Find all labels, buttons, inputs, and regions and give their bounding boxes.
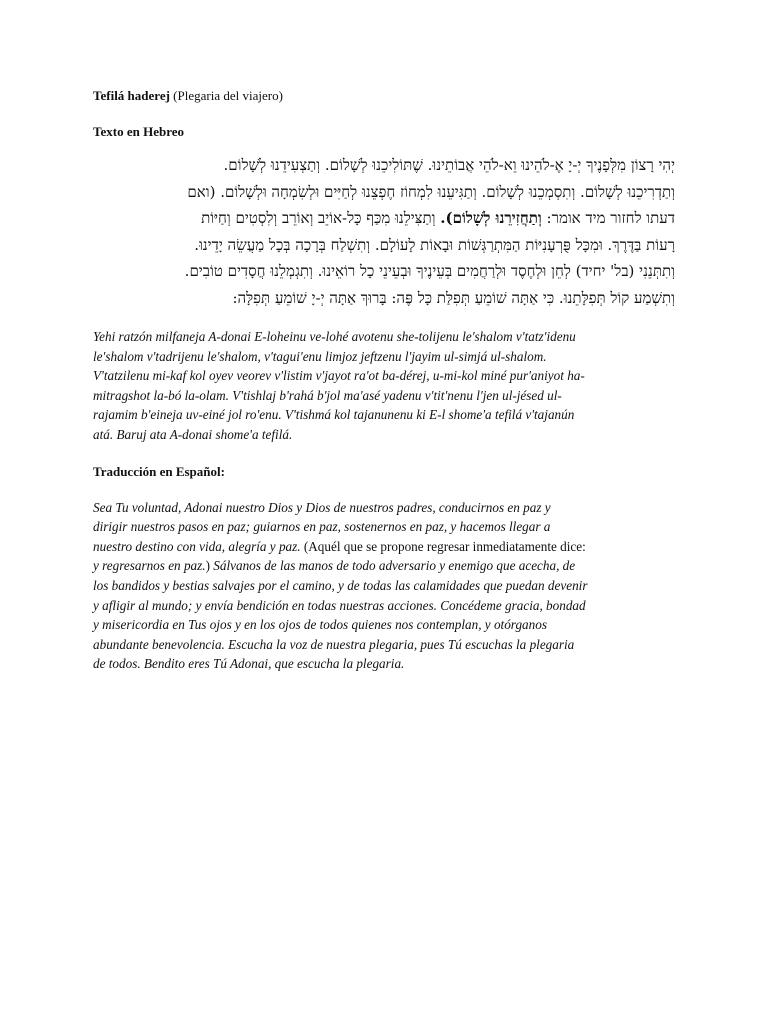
hebrew-line: יְהִי רָצוֹן מִלְּפָנֶיךָ יְ-יָ אֶ-לֹהֵינוּ וֵא-לֹהֵי אֲבוֹתֵינוּ. שֶׁתּוֹלִיכֵנוּ לְשָׁלוֹם. וְתַצְעִידֵנוּ לְשָׁלוֹם. (223, 156, 675, 174)
transliteration-line: V'tatzilenu mi-kaf kol oyev veorev v'listim v'jayot ra'ot ba-dérej, u-mi-kol miné pur'aniyot ha- (93, 368, 585, 384)
spanish-line (93, 556, 675, 576)
hebrew-text-block (93, 152, 675, 311)
transliteration-line: Yehi ratzón milfaneja A-donai E-loheinu ve-lohé avotenu she-tolijenu le'shalom v'tatz'idenu (93, 329, 576, 344)
hebrew-line-part: דעתו לחזור מיד אומר: (541, 209, 675, 227)
transliteration-line: atá. Baruj ata A-donai shome'a tefilá. (93, 426, 293, 442)
spanish-line: y misericordia en Tus ojos y en los ojos de todos quienes nos contemplan, y otórganos (93, 617, 547, 633)
title-bold: Tefilá haderej (93, 88, 170, 103)
hebrew-line: רָעוֹת בַּדֶּרֶךְ. וּמִכָּל פֻּרְעָנִיּוֹת הַמִּתְרַגְּשׁוֹת וּבָאוֹת לָעוֹלָם. וְתִשְׁלַח בְּרָכָה בְּכָל מַעֲשֵׂה יָדֵינוּ. (194, 235, 675, 254)
spanish-line: Sea Tu voluntad, Adonai nuestro Dios y Dios de nuestros padres, conducirnos en paz y (93, 499, 551, 515)
document-page (93, 86, 675, 674)
hebrew-heading: Texto en Hebreo (93, 124, 184, 139)
spanish-italic-text: y regresarnos en paz. (93, 558, 206, 574)
spanish-line: abundante benevolencia. Escucha la voz de nuestra plegaria, pues Tú escuchas la plegaria (93, 636, 575, 652)
spanish-line: dirigir nuestros pasos en paz; guiarnos en paz, sostenernos en paz, y hacemos llegar a (93, 519, 551, 535)
document-title (93, 86, 675, 106)
spanish-italic-text: nuestro destino con vida, alegría y paz. (93, 538, 301, 554)
hebrew-line: וְתִשְׁמַע קוֹל תְּפִלָּתֵנוּ. כִּי אַתָּה שׁוֹמֵעַ תְּפִלַּת כָּל פֶּה: בָּרוּךְ אַתָּה יְ-יָ שׁוֹמֵעַ תְּפִלָּה: (232, 288, 675, 307)
spanish-line: de todos. Bendito eres Tú Adonai, que escucha la plegaria. (93, 656, 405, 672)
hebrew-line: וְתִתְּנֵנִי (בל' יחיד) לְחֵן וּלְחֶסֶד וּלְרַחֲמִים בְּעֵינֶיךָ וּבְעֵינֵי כָל רוֹאֵינוּ. וְתִגְמְלֵנוּ חֲסָדִים טוֹבִים. (184, 262, 675, 280)
spanish-upright-text: ) (205, 558, 210, 574)
transliteration-line: mitragshot la-bó la-olam. V'tishlaj b'rahá b'jol ma'asé yadenu v'tit'nenu l'jen ul-jésed ul- (93, 387, 562, 403)
hebrew-line-part: וְתַצִּילֵנוּ מִכַּף כָּל-אוֹיֵב וְאוֹרֵב וְלִסְטִים וְחַיּוֹת (201, 209, 441, 227)
transliteration-line: le'shalom v'tadrijenu le'shalom, v'tagui'enu limjoz jeftzenu l'jayim ul-simjá ul-shalom. (93, 348, 547, 364)
spanish-heading: Traducción en Español: (93, 463, 225, 479)
spanish-italic-text: Sálvanos de las manos de todo adversario y enemigo que acecha, de (209, 558, 576, 574)
hebrew-line (93, 205, 675, 232)
transliteration-paragraph (93, 327, 675, 445)
transliteration-line: rajamim b'eineja uv-einé jol ro'enu. V'tishmá kol tajanunenu ki E-l shome'a tefilá v'tajanún (93, 407, 575, 423)
spanish-line: y afligir al mundo; y envía bendición en todas nuestras acciones. Concédeme gracia, bondad (93, 597, 586, 613)
spanish-upright-text: (Aquél que se propone regresar inmediatamente dice: (300, 538, 586, 554)
spanish-translation-paragraph (93, 498, 675, 674)
title-subtitle: (Plegaria del viajero) (169, 88, 283, 103)
spanish-line: los bandidos y bestias salvajes por el camino, y de todas las calamidades que puedan devenir (93, 577, 588, 593)
hebrew-bold-phrase: וְתַחֲזִירֵנוּ לְשָׁלוֹם). (440, 209, 542, 227)
hebrew-line: וְתַדְרִיכֵנוּ לְשָׁלוֹם. וְתִסְמְכֵנוּ לְשָׁלוֹם. וְתַגִּיעֵנוּ לִמְחוֹז חֶפְצֵנוּ לְחַיִּים וּלְשִׂמְחָה וּלְשָׁלוֹם. (ואם (187, 182, 675, 201)
spanish-line (93, 537, 675, 557)
